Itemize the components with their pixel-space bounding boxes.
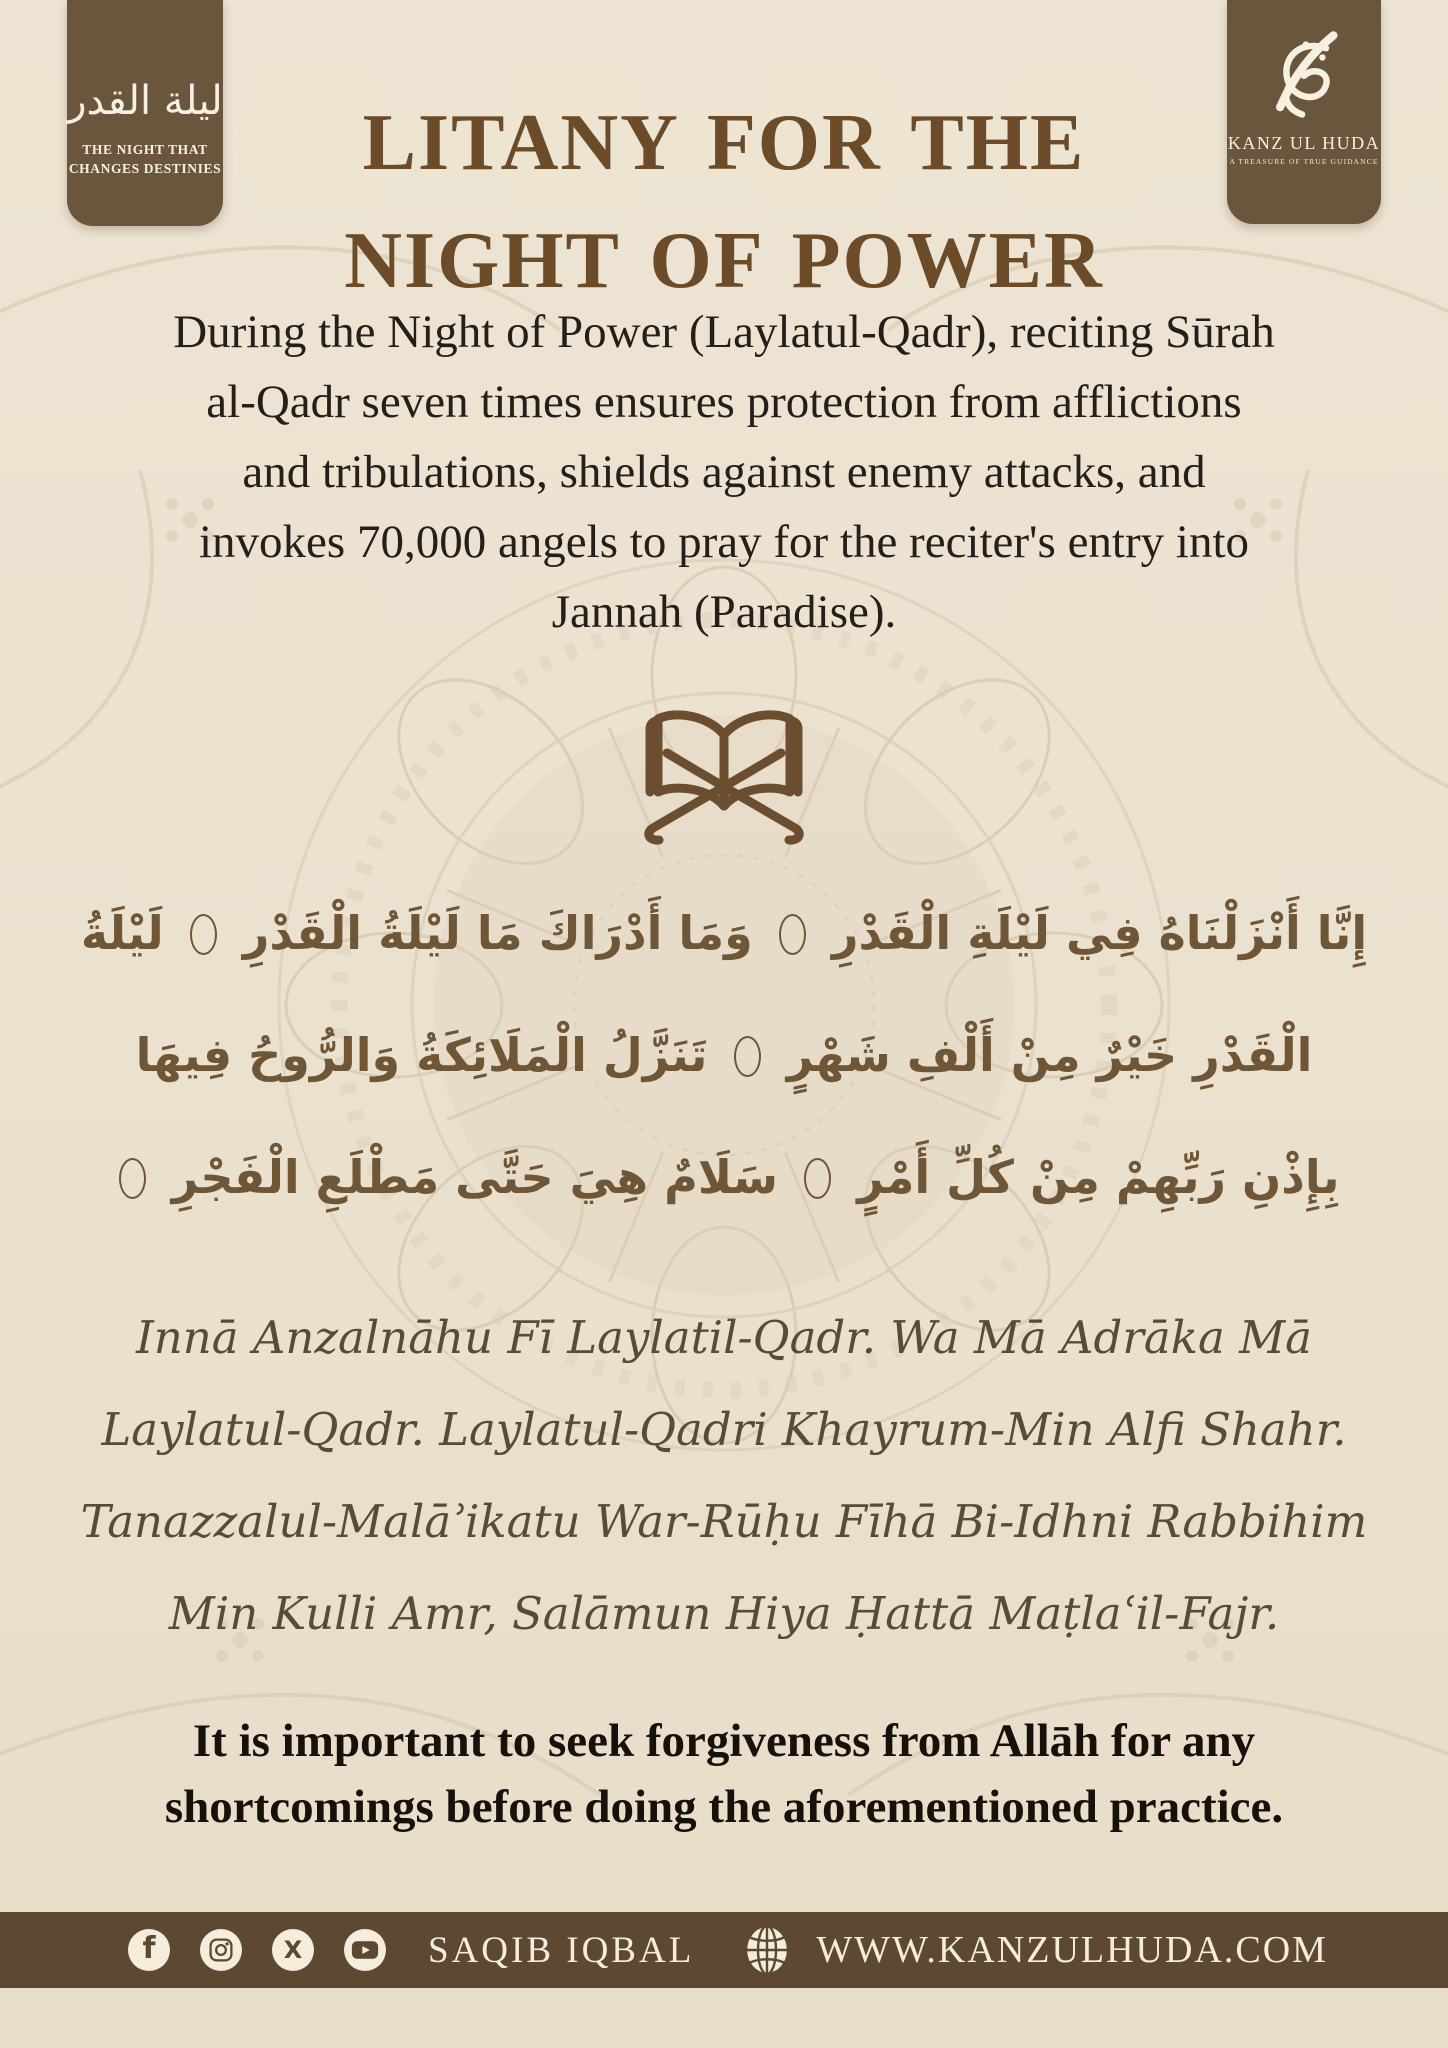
ayah-end-marker — [119, 1158, 146, 1199]
reminder-text — [0, 1708, 1448, 1840]
globe-icon — [742, 1923, 792, 1977]
laylatul-qadr-badge — [67, 0, 223, 226]
arabic-line: الْقَدْرِ خَيْرٌ مِنْ أَلْفِ شَهْرٍ تَنَزَّلُ الْمَلَائِكَةُ وَالرُّوحُ فِيهَا — [135, 1028, 1313, 1082]
ayah-end-marker — [779, 914, 806, 955]
badge-subtitle-line2: CHANGES DESTINIES — [68, 161, 222, 176]
website-url[interactable]: WWW.KANZULHUDA.COM — [816, 1929, 1328, 1971]
kanz-ul-huda-name: KANZ UL HUDA — [1227, 133, 1381, 153]
kanz-ul-huda-badge — [1227, 0, 1381, 224]
arabic-line: إِنَّا أَنْزَلْنَاهُ فِي لَيْلَةِ الْقَدْرِ وَمَا أَدْرَاكَ مَا لَيْلَةُ الْقَدْرِ لَيْلَةُ — [80, 906, 1368, 960]
arabic-line: بِإِذْنِ رَبِّهِمْ مِنْ كُلِّ أَمْرٍ سَلَامٌ هِيَ حَتَّى مَطْلَعِ الْفَجْرِ — [0, 1116, 1448, 1238]
intro-paragraph — [0, 297, 1448, 647]
laylatul-qadr-arabic-calligraphy: ليلة القدر — [67, 78, 223, 124]
reminder-line: shortcomings before doing the aforementioned practice. — [164, 1781, 1284, 1833]
kanz-ul-huda-tagline: A TREASURE OF TRUE GUIDANCE — [1229, 157, 1379, 166]
youtube-icon[interactable] — [344, 1929, 386, 1971]
intro-line: During the Night of Power (Laylatul-Qadr), reciting Sūrah — [173, 306, 1275, 358]
ayah-end-marker — [734, 1036, 761, 1077]
transliteration-line: Min Kulli Amr, Salāmun Hiya Ḥattā Maṭlaʿil-Fajr. — [168, 1587, 1280, 1640]
instagram-icon[interactable] — [200, 1929, 242, 1971]
social-icons — [128, 1929, 386, 1971]
footer-bar — [0, 1912, 1448, 1988]
facebook-icon[interactable] — [128, 1929, 170, 1971]
quran-on-rehal-icon — [629, 688, 819, 855]
intro-line: Jannah (Paradise). — [551, 586, 897, 638]
kanz-ul-huda-calligraphy-icon — [1227, 26, 1381, 127]
author-name: SAQIB IQBAL — [428, 1929, 695, 1971]
facebook-glyph: f — [142, 1931, 156, 1966]
intro-line: and tribulations, shields against enemy attacks, and — [242, 446, 1206, 498]
transliteration — [0, 1292, 1448, 1660]
transliteration-line: Tanazzalul-Malāʾikatu War-Rūḥu Fīhā Bi-Idhni Rabbihim — [80, 1495, 1368, 1548]
badge-subtitle-line1: THE NIGHT THAT — [82, 142, 208, 157]
website-link[interactable] — [742, 1923, 1328, 1977]
x-icon[interactable] — [272, 1929, 314, 1971]
transliteration-line: Innā Anzalnāhu Fī Laylatil-Qadr. Wa Mā Adrāka Mā — [135, 1311, 1313, 1364]
surah-al-qadr-arabic — [0, 872, 1448, 1238]
title-line-2: NIGHT OF POWER — [344, 216, 1104, 305]
x-glyph: X — [283, 1936, 303, 1964]
ayah-end-marker — [804, 1158, 831, 1199]
ayah-end-marker — [190, 914, 217, 955]
transliteration-line: Laylatul-Qadr. Laylatul-Qadri Khayrum-Min Alfi Shahr. — [101, 1403, 1347, 1456]
reminder-line: It is important to seek forgiveness from Allāh for any — [192, 1715, 1256, 1767]
intro-line: al-Qadr seven times ensures protection from afflictions — [206, 376, 1242, 428]
intro-line: invokes 70,000 angels to pray for the reciter's entry into — [198, 516, 1250, 568]
title-line-1: LITANY FOR THE — [362, 98, 1086, 187]
